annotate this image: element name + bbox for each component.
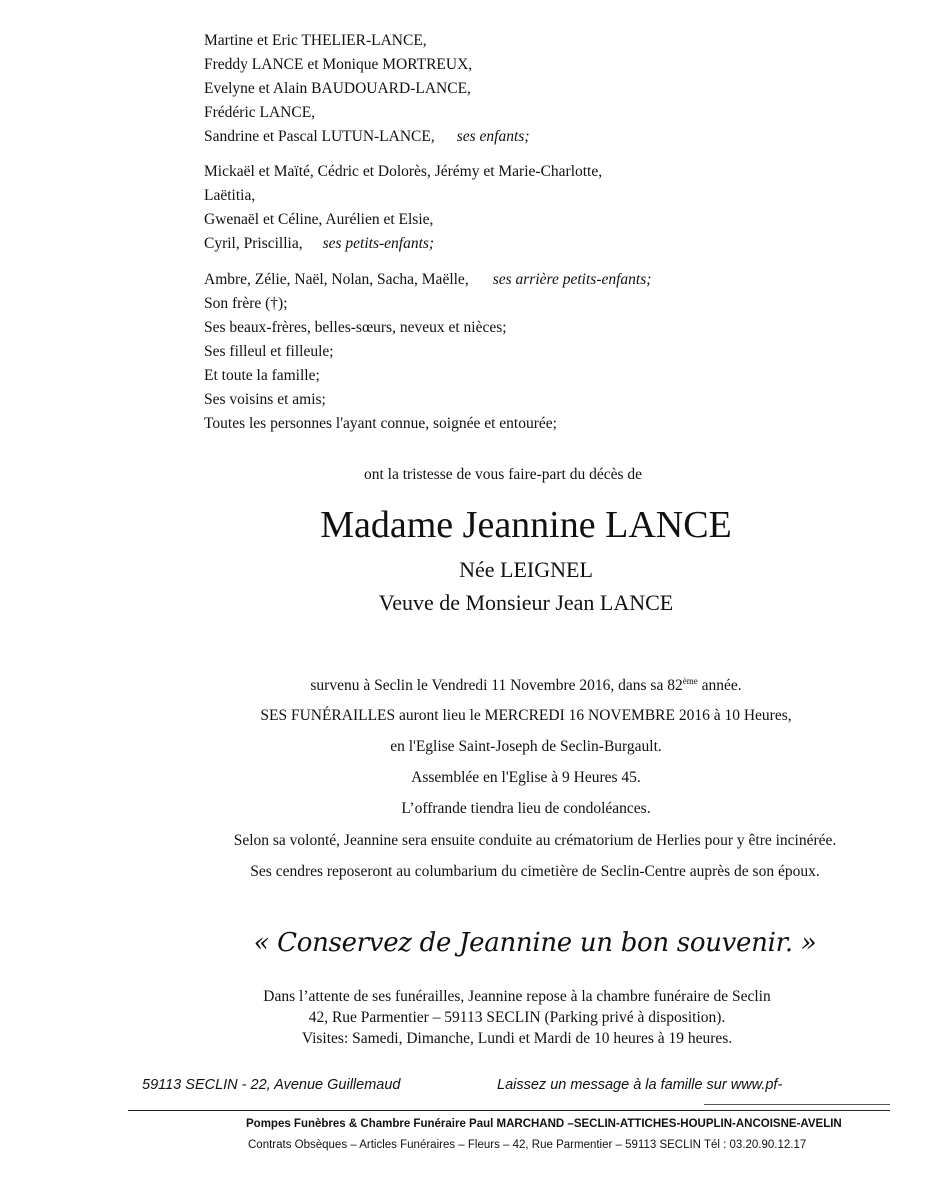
death-notice	[0, 676, 947, 695]
grandchild-line: Cyril, Priscillia,	[204, 235, 303, 252]
company-services: Contrats Obsèques – Articles Funéraires – Fleurs – 42, Rue Parmentier – 59113 SECLIN Tél : 03.20.90.12.17	[248, 1139, 807, 1151]
columbarium-note: Ses cendres reposeront au columbarium du cimetière de Seclin-Centre auprès de son époux.	[250, 863, 820, 880]
footer-link-underline	[704, 1104, 890, 1105]
grandchild-line-last	[204, 232, 602, 256]
child-line: Martine et Eric THELIER-LANCE,	[204, 32, 427, 49]
announcement-intro: ont la tristesse de vous faire-part du décès de	[364, 466, 643, 483]
children-list	[204, 29, 530, 149]
grandchildren-role: ses petits-enfants;	[322, 235, 435, 252]
death-notice-end: année.	[697, 677, 742, 694]
child-line: Frédéric LANCE,	[204, 104, 316, 121]
other-relative-line: Ses filleul et filleule;	[204, 343, 334, 360]
grandchildren-list	[204, 160, 602, 256]
rest-address: 42, Rue Parmentier – 59113 SECLIN (Parking privé à disposition).	[308, 1009, 726, 1026]
church-location: en l'Eglise Saint-Joseph de Seclin-Burgault.	[390, 738, 662, 755]
grandchild-line: Mickaël et Maïté, Cédric et Dolorès, Jérémy et Marie-Charlotte,	[204, 163, 603, 180]
cremation-note: Selon sa volonté, Jeannine sera ensuite conduite au crématorium de Herlies pour y être incinérée.	[233, 832, 837, 849]
company-name: Pompes Funèbres & Chambre Funéraire Paul MARCHAND –SECLIN-ATTICHES-HOUPLIN-ANCOISNE-AVELIN	[246, 1118, 842, 1130]
footer-message: Laissez un message à la famille sur www.pf-	[497, 1077, 783, 1093]
ordinal-suffix: ème	[682, 676, 698, 686]
child-line-last	[204, 125, 530, 149]
rest-location: Dans l’attente de ses funérailles, Jeannine repose à la chambre funéraire de Seclin	[263, 988, 771, 1005]
others-list	[204, 268, 651, 436]
deceased-name: Madame Jeannine LANCE	[320, 504, 732, 546]
memorial-quote: « Conservez de Jeannine un bon souvenir. »	[253, 928, 817, 958]
child-line: Freddy LANCE et Monique MORTREUX,	[204, 56, 473, 73]
footer-address: 59113 SECLIN - 22, Avenue Guillemaud	[142, 1077, 401, 1093]
grandchild-line: Laëtitia,	[204, 187, 256, 204]
maiden-name: Née LEIGNEL	[459, 557, 593, 582]
assembly-time: Assemblée en l'Eglise à 9 Heures 45.	[411, 769, 641, 786]
visiting-hours: Visites: Samedi, Dimanche, Lundi et Mardi de 10 heures à 19 heures.	[301, 1030, 733, 1047]
other-relative-line: Ses beaux-frères, belles-sœurs, neveux et nièces;	[204, 319, 507, 336]
other-relative-line: Son frère (†);	[204, 295, 288, 312]
great-grandchildren-line-wrap	[204, 268, 651, 292]
other-relative-line: Ses voisins et amis;	[204, 391, 326, 408]
other-relative-line: Toutes les personnes l'ayant connue, soignée et entourée;	[204, 415, 557, 432]
death-notice-text: survenu à Seclin le Vendredi 11 Novembre 2016, dans sa 82	[310, 677, 683, 694]
great-grandchildren-line: Ambre, Zélie, Naël, Nolan, Sacha, Maëlle,	[204, 271, 469, 288]
widow-of: Veuve de Monsieur Jean LANCE	[378, 590, 674, 615]
offering-note: L’offrande tiendra lieu de condoléances.	[401, 800, 651, 817]
footer-divider	[128, 1110, 890, 1111]
children-role: ses enfants;	[456, 128, 530, 145]
great-grandchildren-role: ses arrière petits-enfants;	[492, 271, 652, 288]
grandchild-line: Gwenaël et Céline, Aurélien et Elsie,	[204, 211, 434, 228]
funeral-date: SES FUNÉRAILLES auront lieu le MERCREDI 16 NOVEMBRE 2016 à 10 Heures,	[260, 707, 792, 724]
child-line: Sandrine et Pascal LUTUN-LANCE,	[204, 128, 435, 145]
other-relative-line: Et toute la famille;	[204, 367, 320, 384]
child-line: Evelyne et Alain BAUDOUARD-LANCE,	[204, 80, 471, 97]
